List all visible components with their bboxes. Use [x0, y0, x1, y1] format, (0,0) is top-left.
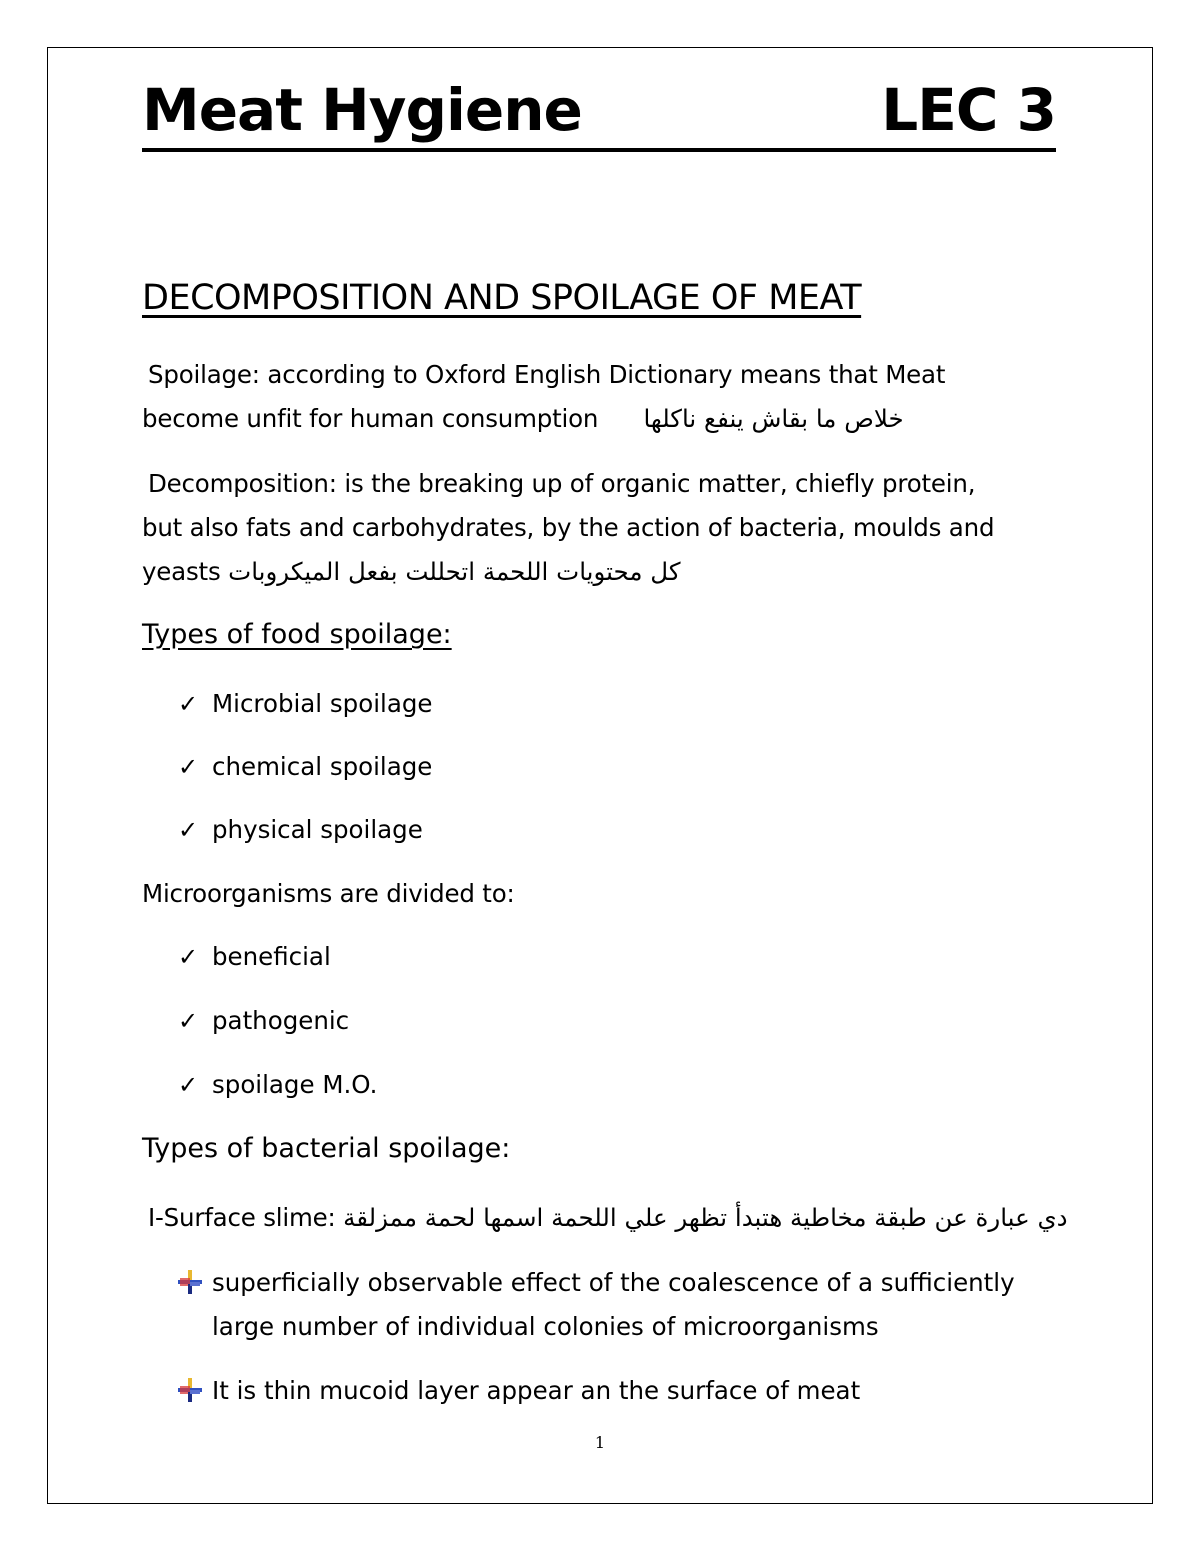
food-spoilage-heading: Types of food spoilage: — [142, 619, 452, 650]
document-title: Meat Hygiene — [142, 76, 582, 144]
microorganisms-heading: Microorganisms are divided to: — [142, 879, 515, 908]
list-item-label: It is thin mucoid layer appear an the surface of meat — [212, 1376, 861, 1405]
arrow-bullet-icon — [176, 1268, 204, 1296]
surface-slime-label: I-Surface slime: — [148, 1203, 336, 1232]
list-item-label: spoilage M.O. — [212, 1070, 378, 1099]
list-item-label: Microbial spoilage — [212, 689, 433, 718]
list-item-label: pathogenic — [212, 1006, 350, 1035]
spoilage-definition-arabic: خلاص ما بقاش ينفع ناكلها — [643, 404, 904, 433]
section-heading: DECOMPOSITION AND SPOILAGE OF MEAT — [142, 278, 862, 318]
checkmark-icon: ✓ — [178, 816, 199, 844]
checkmark-icon: ✓ — [178, 1071, 199, 1099]
decomposition-definition-arabic: كل محتويات اللحمة اتحللت بفعل الميكروبات — [228, 557, 681, 586]
bacterial-spoilage-heading: Types of bacterial spoilage: — [142, 1133, 511, 1164]
title-row — [142, 78, 1056, 152]
decomposition-definition-english: yeasts — [142, 557, 221, 586]
checkmark-icon: ✓ — [178, 943, 199, 971]
list-item — [178, 1068, 377, 1102]
decomposition-definition-line-2: but also fats and carbohydrates, by the action of bacteria, moulds and — [142, 513, 995, 542]
list-item — [178, 813, 423, 847]
spoilage-definition-english: become unfit for human consumption — [142, 404, 599, 433]
list-item-label: beneficial — [212, 942, 331, 971]
surface-slime-line — [148, 1196, 1068, 1240]
list-item — [176, 1261, 1076, 1351]
list-item-label: superficially observable effect of the coalescence of a sufficiently large number of individual colonies of microorganisms — [212, 1268, 1015, 1341]
list-item — [178, 1004, 349, 1038]
list-item — [178, 750, 432, 784]
arrow-bullet-icon — [176, 1376, 204, 1404]
checkmark-icon: ✓ — [178, 753, 199, 781]
decomposition-definition-line-1: Decomposition: is the breaking up of organic matter, chiefly protein, — [148, 469, 976, 498]
checkmark-icon: ✓ — [178, 690, 199, 718]
lecture-number: LEC 3 — [881, 76, 1056, 144]
list-item — [178, 940, 331, 974]
spoilage-definition-line-2 — [142, 397, 904, 441]
surface-slime-arabic: دي عبارة عن طبقة مخاطية هتبدأ تظهر علي اللحمة اسمها لحمة ممزلقة — [343, 1203, 1068, 1232]
decomposition-definition-line-3 — [142, 550, 680, 594]
list-item-label: chemical spoilage — [212, 752, 433, 781]
checkmark-icon: ✓ — [178, 1007, 199, 1035]
list-item — [176, 1369, 1076, 1413]
page-number: 1 — [594, 1433, 606, 1452]
list-item — [178, 687, 432, 721]
spoilage-definition-line-1: Spoilage: according to Oxford English Dictionary means that Meat — [148, 360, 946, 389]
list-item-label: physical spoilage — [212, 815, 423, 844]
